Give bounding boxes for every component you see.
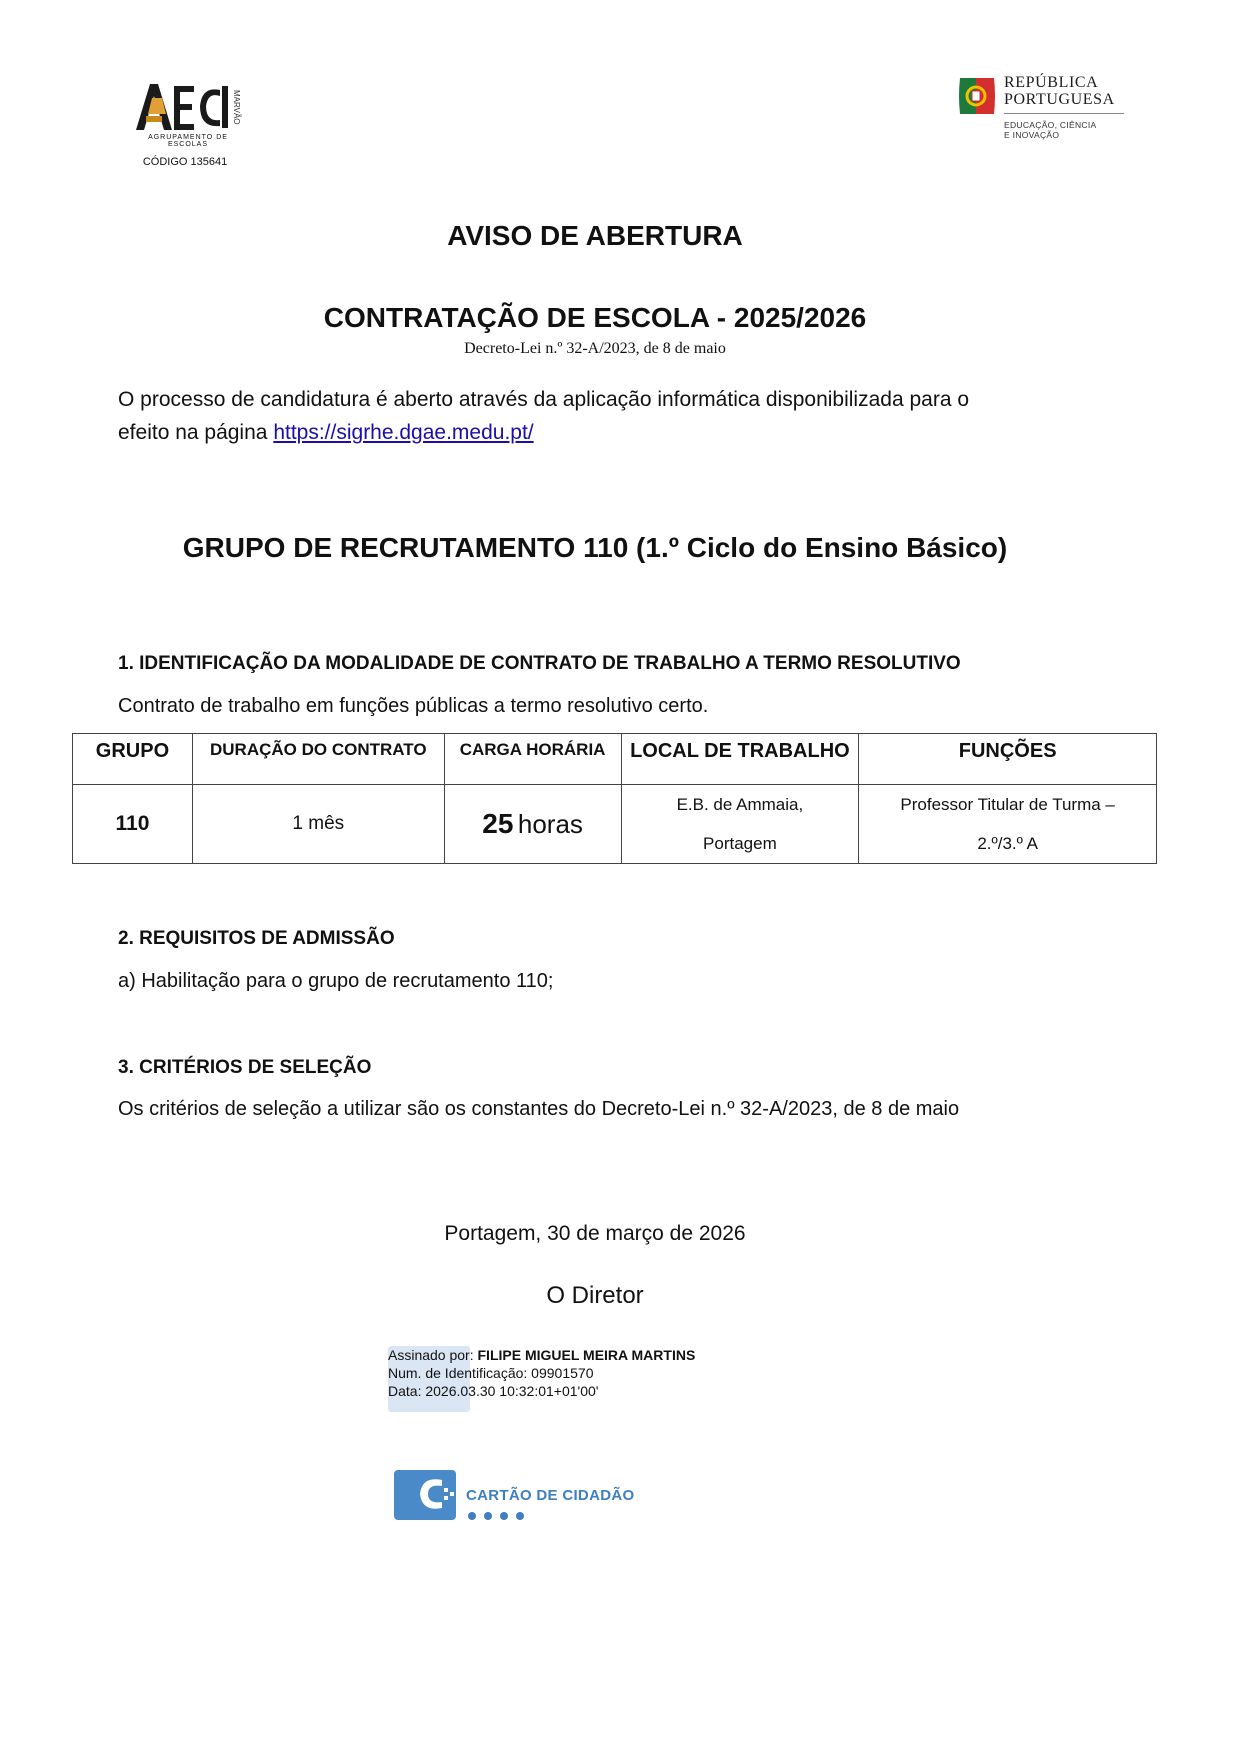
- local-line1: E.B. de Ammaia,: [676, 795, 804, 814]
- signature-label: Assinado por:: [388, 1347, 474, 1363]
- ministry-line1: EDUCAÇÃO, CIÊNCIA: [1004, 120, 1097, 130]
- school-code: CÓDIGO 135641: [142, 156, 228, 168]
- section1-title: 1. IDENTIFICAÇÃO DA MODALIDADE DE CONTRATO DE TRABALHO A TERMO RESOLUTIVO: [118, 653, 961, 674]
- digital-signature: [388, 1346, 748, 1400]
- school-logo-vertical-text: MARVÃO: [232, 90, 241, 125]
- republica-line: REPÚBLICA: [1004, 74, 1099, 91]
- portuguesa-line: PORTUGUESA: [1004, 91, 1115, 108]
- header-local: LOCAL DE TRABALHO: [621, 734, 859, 785]
- header-funcoes: FUNÇÕES: [859, 734, 1157, 785]
- section3-text: Os critérios de seleção a utilizar são os constantes do Decreto-Lei n.º 32-A/2023, de 8 de maio: [118, 1098, 960, 1120]
- signature-id: Num. de Identificação: 09901570: [388, 1365, 594, 1381]
- cell-carga: [444, 785, 621, 864]
- header-grupo: GRUPO: [73, 734, 193, 785]
- decree-reference: Decreto-Lei n.º 32-A/2023, de 8 de maio: [464, 340, 726, 357]
- date-line: Portagem, 30 de março de 2026: [444, 1222, 746, 1245]
- signature-date: Data: 2026.03.30 10:32:01+01'00': [388, 1383, 599, 1399]
- cell-local: [621, 785, 859, 864]
- section1-text: Contrato de trabalho em funções públicas a termo resolutivo certo.: [118, 695, 709, 717]
- section3-title: 3. CRITÉRIOS DE SELEÇÃO: [118, 1057, 372, 1078]
- page-title: AVISO DE ABERTURA: [447, 220, 743, 251]
- school-logo-subtitle: AGRUPAMENTO DE ESCOLAS: [148, 134, 228, 148]
- ministry-line2: E INOVAÇÃO: [1004, 130, 1060, 140]
- logo-divider: [1004, 113, 1124, 114]
- signer-role: O Diretor: [546, 1282, 644, 1309]
- cc-dots-icon: [466, 1510, 536, 1522]
- table-row: [73, 785, 1157, 864]
- funcoes-line2: 2.º/3.º A: [977, 834, 1038, 853]
- signature-signed-by: [388, 1346, 748, 1364]
- group-title: GRUPO DE RECRUTAMENTO 110 (1.º Ciclo do Ensino Básico): [182, 532, 1008, 563]
- header-duracao: DURAÇÃO DO CONTRATO: [192, 734, 444, 785]
- cartao-cidadao-text: CARTÃO DE CIDADÃO: [466, 1487, 635, 1504]
- portugal-flag-icon: [958, 74, 996, 118]
- section2-title: 2. REQUISITOS DE ADMISSÃO: [118, 928, 395, 949]
- cartao-cidadao-icon: [392, 1466, 460, 1522]
- sigrhe-link[interactable]: https://sigrhe.dgae.medu.pt/: [273, 421, 534, 444]
- school-logo: [132, 76, 244, 150]
- cell-funcoes: [859, 785, 1157, 864]
- funcoes-line1: Professor Titular de Turma –: [900, 795, 1115, 814]
- table-header-row: [73, 734, 1157, 785]
- page-subtitle: CONTRATAÇÃO DE ESCOLA - 2025/2026: [323, 302, 867, 333]
- cell-grupo: 110: [73, 785, 193, 864]
- local-line2: Portagem: [703, 834, 777, 853]
- intro-text-line2: efeito na página: [118, 421, 268, 444]
- signature-name: FILIPE MIGUEL MEIRA MARTINS: [477, 1347, 696, 1363]
- carga-number: 25: [482, 808, 514, 839]
- header-carga: CARGA HORÁRIA: [444, 734, 621, 785]
- carga-unit: horas: [517, 809, 583, 839]
- republica-portuguesa-logo: [958, 74, 1130, 154]
- intro-paragraph: [118, 383, 1078, 449]
- cell-duracao: 1 mês: [192, 785, 444, 864]
- section2-text: a) Habilitação para o grupo de recrutamento 110;: [118, 970, 554, 992]
- contract-table: [72, 733, 1157, 864]
- intro-text-line1: O processo de candidatura é aberto através da aplicação informática disponibilizada para o: [118, 388, 970, 411]
